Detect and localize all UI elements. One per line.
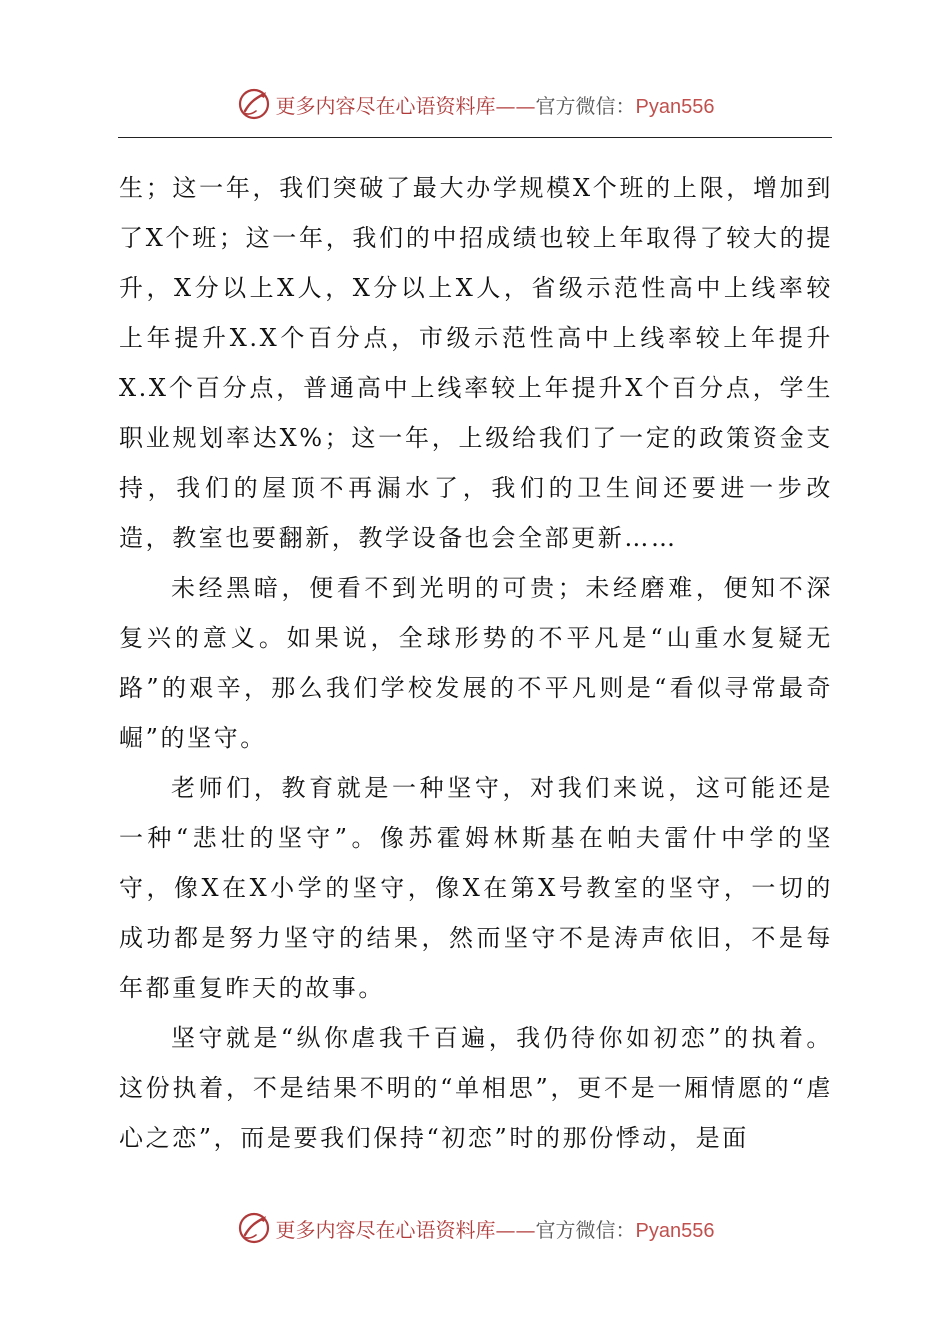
footer-watermark-text: [276, 1214, 715, 1243]
paragraph-1: 生；这一年，我们突破了最大办学规模X个班的上限，增加到了X个班；这一年，我们的中招成绩也较上年取得了较大的提升，X分以上X人，X分以上X人，省级示范性高中上线率较上年提升X.X个百分点，市级示范性高中上线率较上年提升X.X个百分点，普通高中上线率较上年提升X个百分点，学生职业规划率达X%；这一年，上级给我们了一定的政策资金支持，我们的屋顶不再漏水了，我们的卫生间还要进一步改造，教室也要翻新，教学设备也会全部更新……: [119, 174, 833, 552]
header-divider: [118, 137, 832, 138]
footer-watermark-wechat: Pyan556: [635, 1219, 715, 1242]
paragraph-3: 老师们，教育就是一种坚守，对我们来说，这可能还是一种“悲壮的坚守”。像苏霍姆林斯基在帕夫雷什中学的坚守，像X在X小学的坚守，像X在第X号教室的坚守，一切的成功都是努力坚守的结果，然而坚守不是涛声依旧，不是每年都重复昨天的故事。: [119, 774, 833, 1002]
header-watermark-official: 官方微信：: [535, 93, 636, 118]
header-watermark: [0, 84, 950, 124]
pen-logo-icon: [236, 86, 272, 122]
paragraph-4: 坚守就是“纵你虐我千百遍，我仍待你如初恋”的执着。这份执着，不是结果不明的“单相思”，更不是一厢情愿的“虐心之恋”，而是要我们保持“初恋”时的那份悸动，是面: [119, 1024, 833, 1152]
document-body: [119, 163, 833, 1163]
header-watermark-prefix: 更多内容尽在心语资料库: [275, 93, 496, 118]
header-watermark-wechat: Pyan556: [635, 95, 715, 118]
footer-watermark-dash: ——: [495, 1217, 536, 1242]
pen-logo-icon: [236, 1210, 272, 1246]
paragraph-2: 未经黑暗，便看不到光明的可贵；未经磨难，便知不深复兴的意义。如果说，全球形势的不平凡是“山重水复疑无路”的艰辛，那么我们学校发展的不平凡则是“看似寻常最奇崛”的坚守。: [119, 574, 833, 752]
footer-watermark-prefix: 更多内容尽在心语资料库: [275, 1217, 496, 1242]
header-watermark-text: [276, 90, 715, 119]
footer-watermark-official: 官方微信：: [535, 1217, 636, 1242]
header-watermark-dash: ——: [495, 93, 536, 118]
footer-watermark: [0, 1208, 950, 1248]
